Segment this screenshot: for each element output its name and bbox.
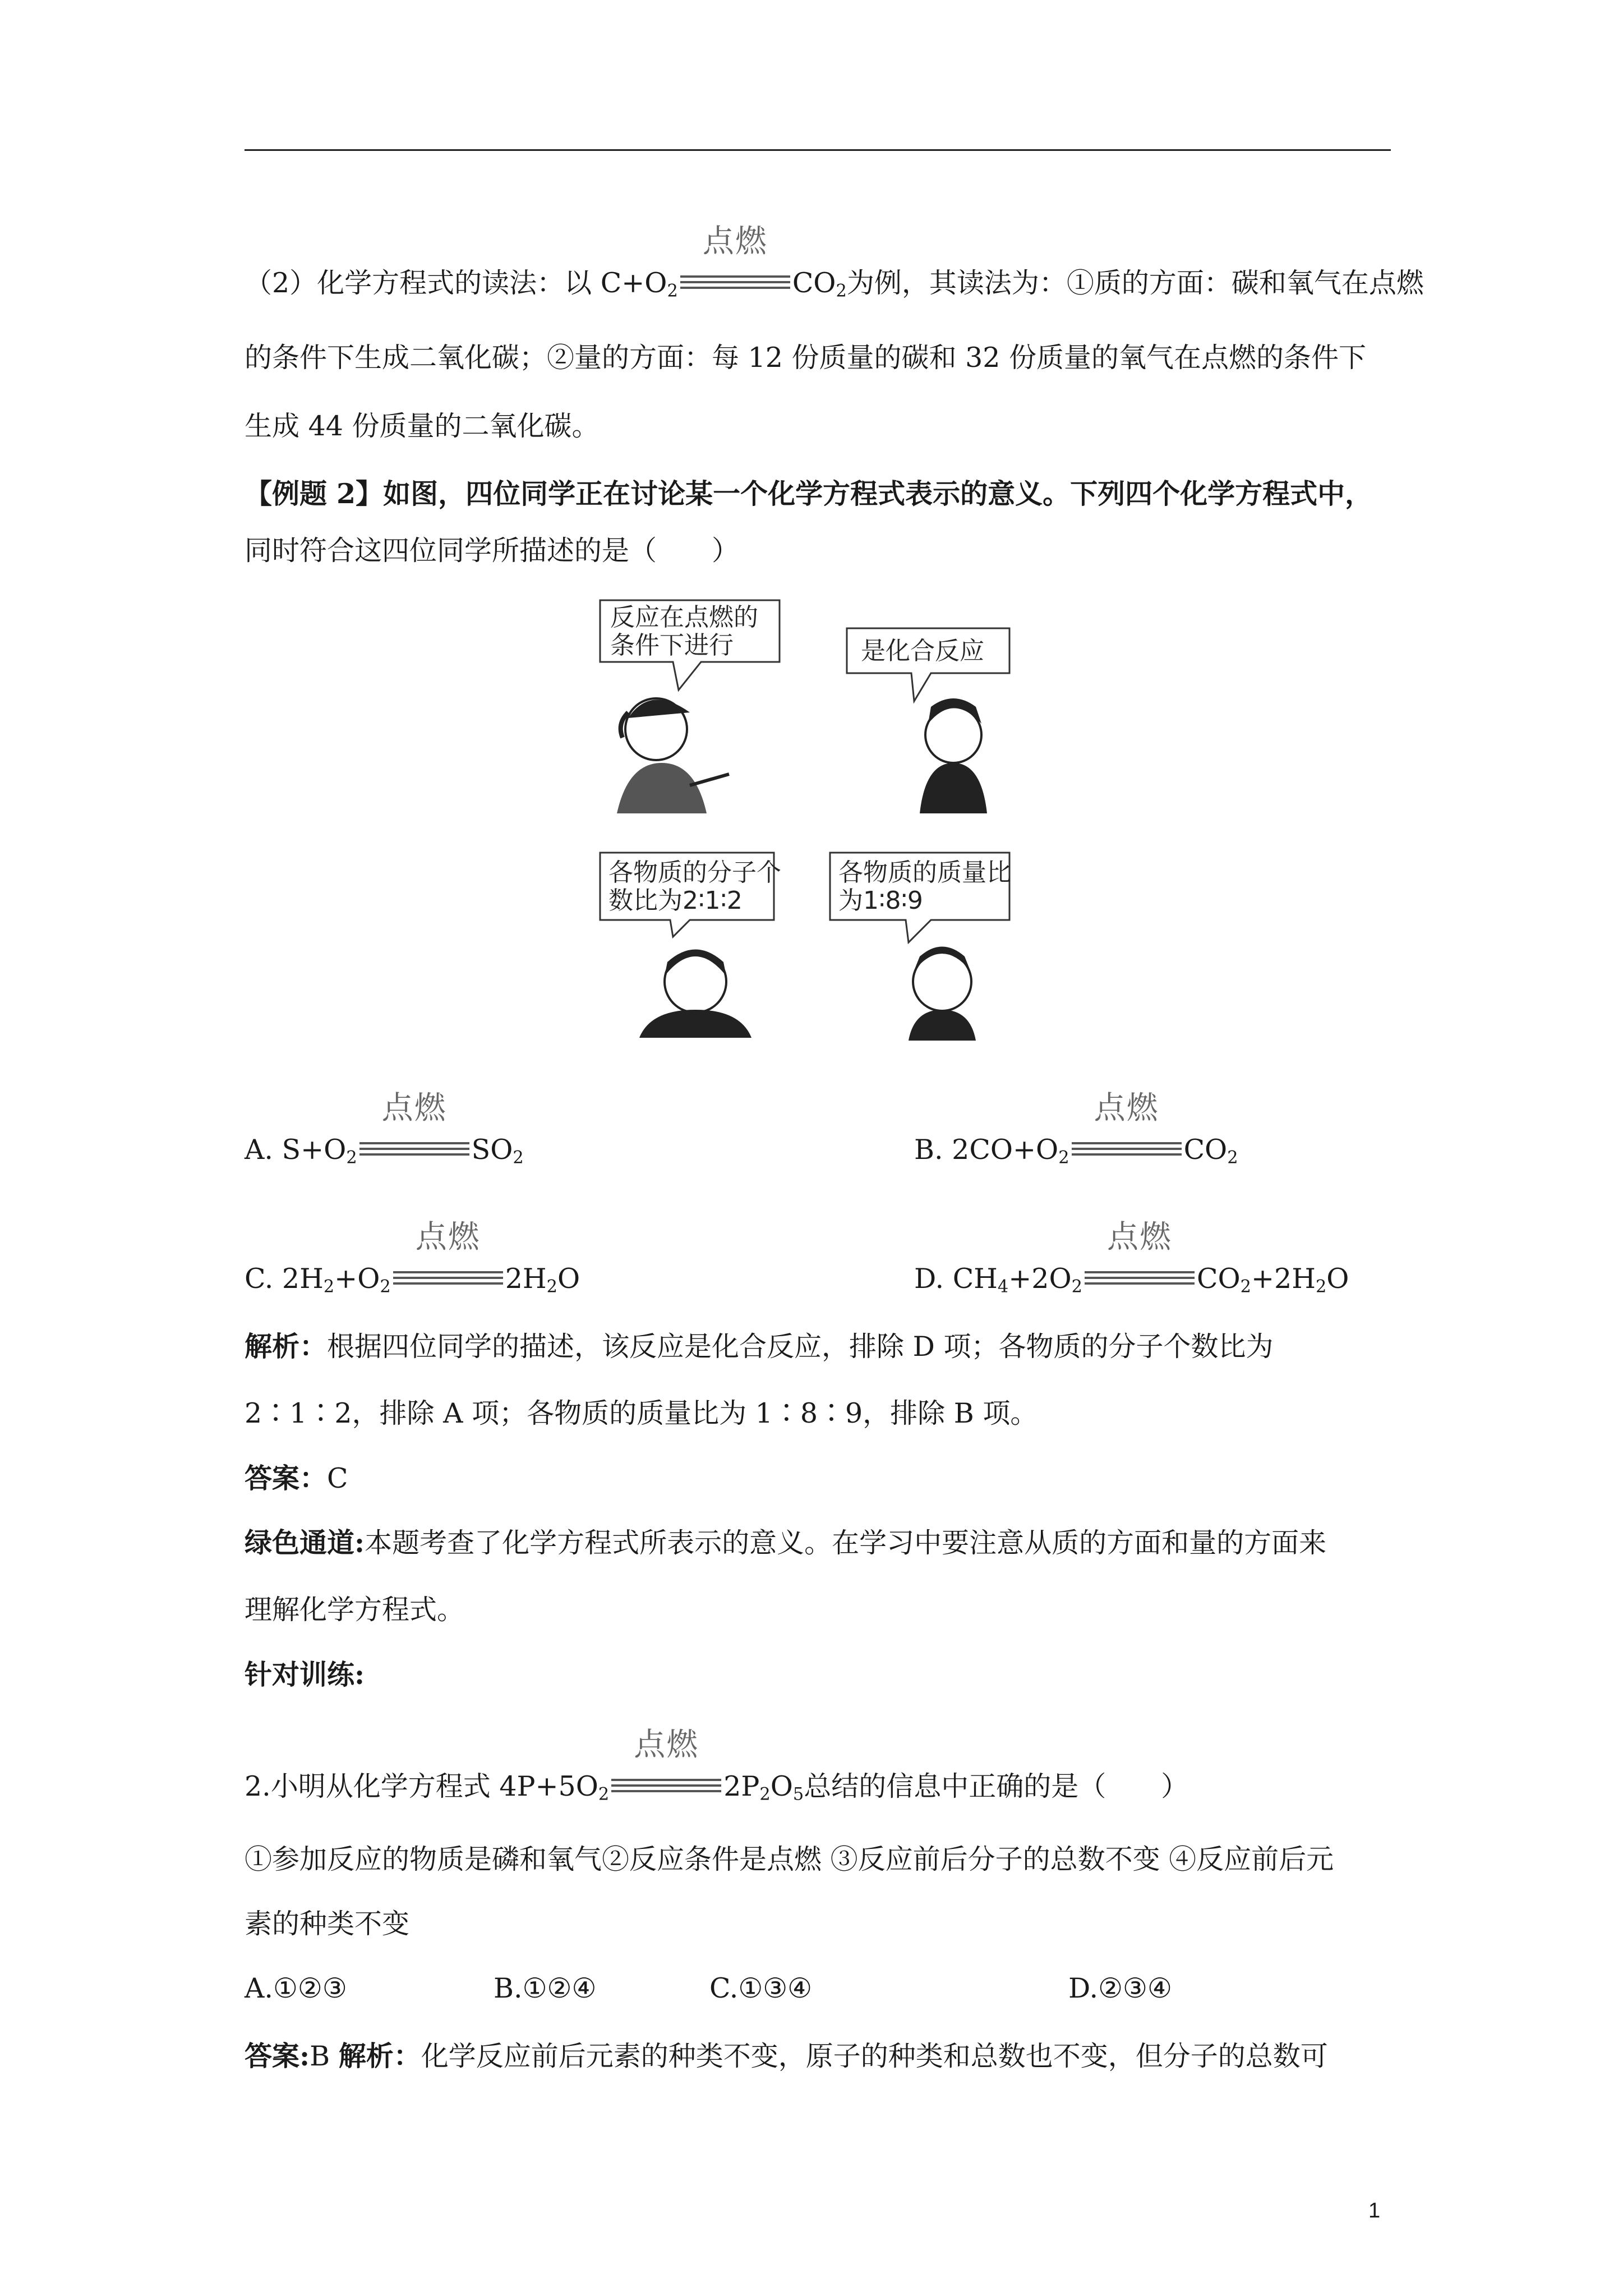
- discussion-figure: [594, 589, 1043, 1043]
- bubble-4: [830, 853, 1011, 942]
- bubble-1: [600, 600, 780, 690]
- q2-statements-line2: 素的种类不变: [245, 1908, 410, 1940]
- answer-line: 答案：C: [245, 1462, 348, 1494]
- svg-text:反应在点燃的: 反应在点燃的: [610, 603, 758, 632]
- option-b: B. $2CO+O_2$ 点燃 $CO_2$: [914, 1090, 1238, 1168]
- green-line2: 理解化学方程式。: [245, 1594, 465, 1626]
- svg-text:为1∶8∶9: 为1∶8∶9: [838, 886, 923, 915]
- q2-stem: 2.小明从化学方程式 $4P+5O_2$ 点燃 $2P_2O_5$总结的信息中正确的是（ ）: [245, 1727, 1189, 1805]
- boy-figure-3: [909, 947, 976, 1041]
- girl-figure: [617, 698, 729, 813]
- header-rule: [245, 149, 1391, 151]
- q2-option-d: D.②③④: [1068, 1972, 1172, 2004]
- q2-option-a: A.①②③: [245, 1972, 347, 2004]
- example2-line2: 同时符合这四位同学所描述的是（ ）: [245, 535, 740, 567]
- boy-figure-1: [920, 698, 987, 813]
- q2-option-b: B.①②④: [494, 1972, 597, 2004]
- q2-option-c: C.①③④: [709, 1972, 813, 2004]
- option-a: A. $S+O_2$ 点燃 $SO_2$: [245, 1090, 524, 1168]
- training-label: 针对训练:: [245, 1658, 365, 1691]
- analysis-line1: 解析：根据四位同学的描述，该反应是化合反应，排除 D 项；各物质的分子个数比为: [245, 1330, 1274, 1363]
- bubble-2: [847, 628, 1009, 701]
- q2-statements-line1: ①参加反应的物质是磷和氧气②反应条件是点燃 ③反应前后分子的总数不变 ④反应前后元: [245, 1843, 1334, 1875]
- svg-text:各物质的分子个: 各物质的分子个: [608, 858, 781, 887]
- option-c: C. $2H_2+O_2$ 点燃 $2H_2O$: [245, 1219, 580, 1297]
- section2-line1: （2）化学方程式的读法：以 $C+O_2$ 点燃 $CO_2$为例，其读法为：①质的方面：碳和氧气在点燃: [245, 223, 1424, 301]
- section2-line2: 的条件下生成二氧化碳；②量的方面：每 12 份质量的碳和 32 份质量的氧气在点燃的条件下: [245, 342, 1367, 374]
- svg-text:各物质的质量比: 各物质的质量比: [838, 858, 1011, 887]
- svg-text:是化合反应: 是化合反应: [861, 637, 984, 665]
- page-number: 1: [1368, 2199, 1381, 2223]
- svg-text:条件下进行: 条件下进行: [610, 631, 734, 660]
- option-d: D. $CH_4+2O_2$ 点燃 $CO_2+2H_2O$: [914, 1219, 1349, 1297]
- boy-figure-2: [639, 950, 751, 1038]
- svg-text:数比为2∶1∶2: 数比为2∶1∶2: [608, 886, 743, 915]
- reaction-arrow: 点燃: [680, 266, 790, 291]
- bubble-3: [600, 853, 781, 937]
- example2-line1: 【例题 2】如图，四位同学正在讨论某一个化学方程式表示的意义。下列四个化学方程式中，: [245, 477, 1373, 510]
- section2-line3: 生成 44 份质量的二氧化碳。: [245, 410, 600, 442]
- analysis-line2: 2∶1∶2，排除 A 项；各物质的质量比为 1∶8∶9，排除 B 项。: [245, 1397, 1038, 1429]
- green-line1: 绿色通道:本题考查了化学方程式所表示的意义。在学习中要注意从质的方面和量的方面来: [245, 1526, 1327, 1559]
- q2-answer-line: 答案:B 解析：化学反应前后元素的种类不变，原子的种类和总数也不变，但分子的总数可: [245, 2040, 1328, 2072]
